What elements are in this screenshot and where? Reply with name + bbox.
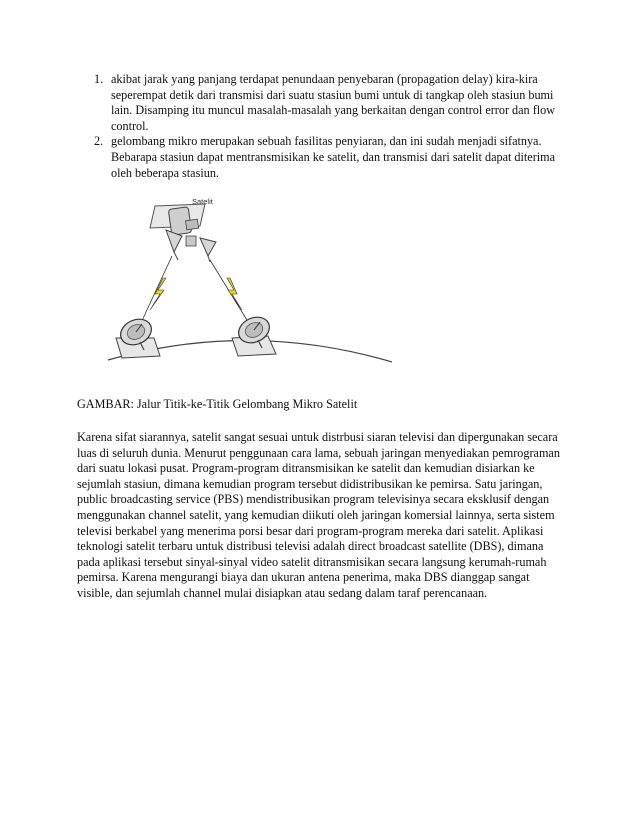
dish-antenna-icon xyxy=(232,312,276,356)
list-item-text: akibat jarak yang panjang terdapat penundaan penyebaran (propagation delay) kira-kira seperempat detik dari transmisi dari suatu stasiun bumi untuk di tangkap oleh stasiun bumi lain. Disamping itu muncul masalah-masalah yang berkaitan dengan control error dan flow control. xyxy=(111,72,556,133)
satellite-icon xyxy=(150,204,216,262)
list-item xyxy=(84,72,574,134)
figure-caption: GAMBAR: Jalur Titik-ke-Titik Gelombang Mikro Satelit xyxy=(77,397,358,411)
numbered-list xyxy=(84,72,574,181)
list-item xyxy=(84,134,574,181)
list-number: 2. xyxy=(94,134,104,149)
dish-antenna-icon xyxy=(116,314,160,358)
list-item-text: gelombang mikro merupakan sebuah fasilitas penyiaran, dan ini sudah menjadi sifatnya. Bebarapa stasiun dapat mentransmisikan ke satelit, dan transmisi dari satelit dapat diterima oleh beberapa stasiun. xyxy=(111,134,556,180)
body-paragraph: Karena sifat siarannya, satelit sangat sesuai untuk distrbusi siaran televisi dan dipergunakan secara luas di seluruh dunia. Menurut penggunaan cara lama, sebuah jaringan menyediakan pemrograman dari suatu lokasi pusat. Program-program ditransmisikan ke satelit dan kemudian disiarkan ke sejumlah stasiun, dimana kemudian program tersebut didistribusikan ke pemirsa. Satu jaringan, public broadcasting service (PBS) mendistribusikan program televisinya secara eksklusif dengan menggunakan channel satelit, yang kemudian diikuti oleh jaringan komersial lainnya, serta sistem televisi berkabel yang menerima porsi besar dari program-program mereka dari satelit. Aplikasi teknologi satelit terbaru untuk distribusi televisi adalah direct broadcast satellite (DBS), dimana pada aplikasi tersebut sinyal-sinyal video satelit ditransmisikan secara langsung kerumah-rumah pemirsa. Karena mengurangi biaya dan ukuran antena penerima, maka DBS dianggap sangat visible, dan sejumlah channel mulai disiapkan atau sedang dalam taraf perencanaan. xyxy=(77,430,560,600)
satellite-diagram xyxy=(100,190,400,390)
list-number: 1. xyxy=(94,72,104,86)
lightning-icon xyxy=(150,278,166,310)
satellite-label: Satelit xyxy=(192,197,213,206)
lightning-icon xyxy=(227,278,242,310)
